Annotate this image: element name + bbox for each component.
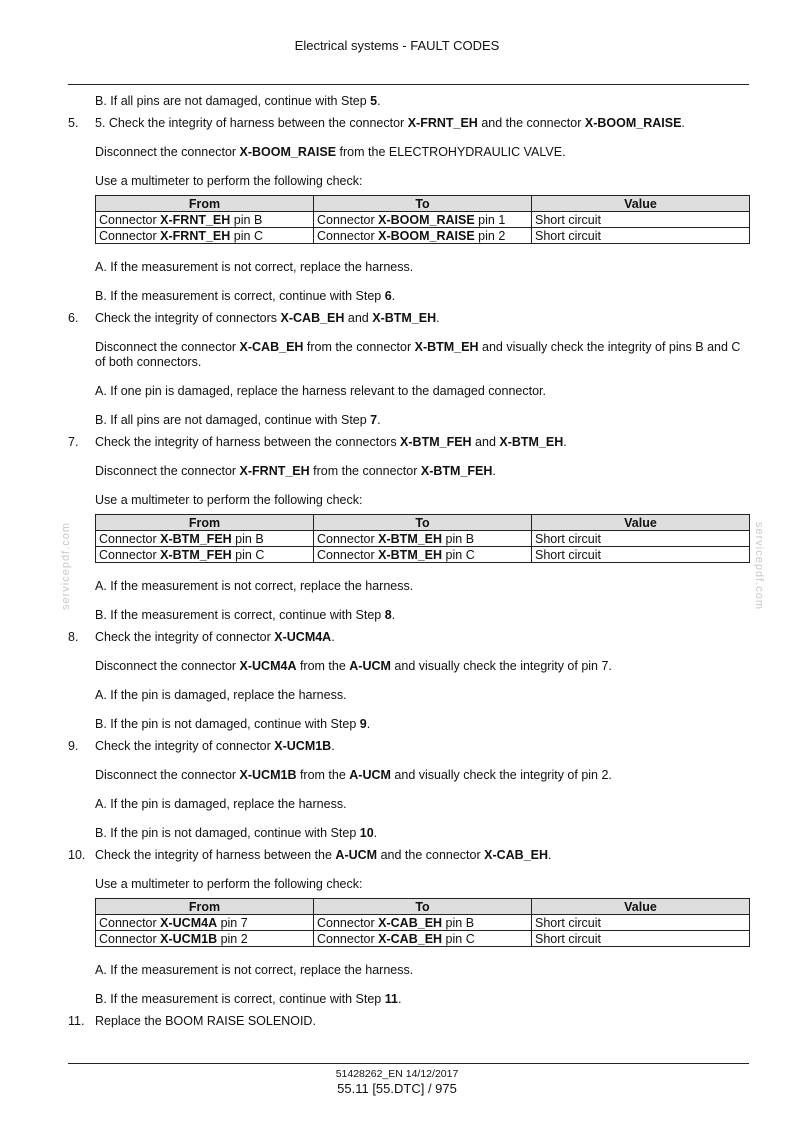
cell-value: Short circuit [532, 931, 750, 947]
step-10: 10. Check the integrity of harness between the A-UCM and the connector X-CAB_EH. [68, 848, 552, 862]
instruction-a-pin-damaged: A. If the pin is damaged, replace the harness. [95, 688, 347, 702]
instruction-b-step11: B. If the measurement is correct, continue with Step 11. [95, 992, 402, 1006]
table-row [96, 915, 750, 931]
cell-to: Connector X-BOOM_RAISE pin 2 [314, 228, 532, 244]
step-number: 6. [68, 311, 79, 325]
step-9-disconnect: Disconnect the connector X-UCM1B from the A-UCM and visually check the integrity of pin 2. [95, 768, 612, 782]
col-header-to: To [314, 899, 532, 915]
instruction-b-step9: B. If the pin is not damaged, continue with Step 9. [95, 717, 371, 731]
instruction-a-not-correct: A. If the measurement is not correct, replace the harness. [95, 579, 414, 593]
step-8-disconnect: Disconnect the connector X-UCM4A from the A-UCM and visually check the integrity of pin 7. [95, 659, 612, 673]
step-number: 10. [68, 848, 86, 862]
step-7-disconnect: Disconnect the connector X-FRNT_EH from the connector X-BTM_FEH. [95, 464, 496, 478]
instruction-b-step8: B. If the measurement is correct, continue with Step 8. [95, 608, 396, 622]
instruction-a-not-correct: A. If the measurement is not correct, replace the harness. [95, 963, 414, 977]
cell-from: Connector X-UCM4A pin 7 [96, 915, 314, 931]
step-6: 6. Check the integrity of connectors X-CAB_EH and X-BTM_EH. [68, 311, 440, 325]
col-header-value: Value [532, 196, 750, 212]
step-number: 11. [68, 1014, 85, 1028]
cell-to: Connector X-BTM_EH pin B [314, 531, 532, 547]
cell-value: Short circuit [532, 915, 750, 931]
cell-from: Connector X-FRNT_EH pin C [96, 228, 314, 244]
step-7: 7. Check the integrity of harness between the connectors X-BTM_FEH and X-BTM_EH. [68, 435, 567, 449]
cell-from: Connector X-BTM_FEH pin C [96, 547, 314, 563]
instruction-b-step6: B. If the measurement is correct, continue with Step 6. [95, 289, 396, 303]
step-number: 9. [68, 739, 79, 753]
check-table-2 [95, 514, 750, 563]
cell-from: Connector X-FRNT_EH pin B [96, 212, 314, 228]
table-row [96, 531, 750, 547]
footer-page-ref: 55.11 [55.DTC] / 975 [337, 1081, 457, 1096]
step-5: 5. 5. Check the integrity of harness between the connector X-FRNT_EH and the connector X-BOOM_RAISE. [68, 116, 685, 130]
check-table-3 [95, 898, 750, 947]
cell-to: Connector X-CAB_EH pin B [314, 915, 532, 931]
table-row [96, 547, 750, 563]
instruction-a-step6: A. If one pin is damaged, replace the harness relevant to the damaged connector. [95, 384, 546, 398]
cell-value: Short circuit [532, 212, 750, 228]
table-row [96, 931, 750, 947]
cell-to: Connector X-CAB_EH pin C [314, 931, 532, 947]
watermark-right: servicepdf.com [752, 522, 765, 610]
cell-to: Connector X-BOOM_RAISE pin 1 [314, 212, 532, 228]
footer-doc-id: 51428262_EN 14/12/2017 [335, 1068, 459, 1080]
table-row [96, 212, 750, 228]
step-6-disconnect: Disconnect the connector X-CAB_EH from the connector X-BTM_EH and visually check the integrity of pins B and C of both connectors. [95, 340, 741, 369]
cell-from: Connector X-UCM1B pin 2 [96, 931, 314, 947]
multimeter-instruction: Use a multimeter to perform the following check: [95, 174, 363, 188]
instruction-b-step10: B. If the pin is not damaged, continue with Step 10. [95, 826, 378, 840]
instruction-b-step5: B. If all pins are not damaged, continue with Step 5. [95, 94, 381, 108]
watermark-left: servicepdf.com [59, 522, 72, 610]
cell-value: Short circuit [532, 228, 750, 244]
multimeter-instruction: Use a multimeter to perform the following check: [95, 493, 363, 507]
step-8: 8. Check the integrity of connector X-UCM4A. [68, 630, 335, 644]
cell-value: Short circuit [532, 531, 750, 547]
cell-value: Short circuit [532, 547, 750, 563]
col-header-from: From [96, 196, 314, 212]
col-header-to: To [314, 196, 532, 212]
check-table-1 [95, 195, 750, 244]
instruction-a-not-correct: A. If the measurement is not correct, replace the harness. [95, 260, 414, 274]
step-number: 8. [68, 630, 79, 644]
document-body [0, 86, 794, 1029]
col-header-value: Value [532, 515, 750, 531]
cell-to: Connector X-BTM_EH pin C [314, 547, 532, 563]
header-rule [68, 84, 749, 85]
page-header-title: Electrical systems - FAULT CODES [294, 38, 500, 53]
col-header-from: From [96, 515, 314, 531]
table-row [96, 228, 750, 244]
col-header-to: To [314, 515, 532, 531]
step-11: 11. Replace the BOOM RAISE SOLENOID. [68, 1014, 316, 1028]
col-header-from: From [96, 899, 314, 915]
step-9: 9. Check the integrity of connector X-UCM1B. [68, 739, 335, 753]
step-5-disconnect: Disconnect the connector X-BOOM_RAISE from the ELECTROHYDRAULIC VALVE. [95, 145, 566, 159]
step-number: 7. [68, 435, 79, 449]
footer-rule [68, 1063, 749, 1064]
col-header-value: Value [532, 899, 750, 915]
cell-from: Connector X-BTM_FEH pin B [96, 531, 314, 547]
step-number: 5. [68, 116, 79, 130]
multimeter-instruction: Use a multimeter to perform the following check: [95, 877, 363, 891]
instruction-b-step7: B. If all pins are not damaged, continue with Step 7. [95, 413, 381, 427]
instruction-a-pin-damaged: A. If the pin is damaged, replace the harness. [95, 797, 347, 811]
